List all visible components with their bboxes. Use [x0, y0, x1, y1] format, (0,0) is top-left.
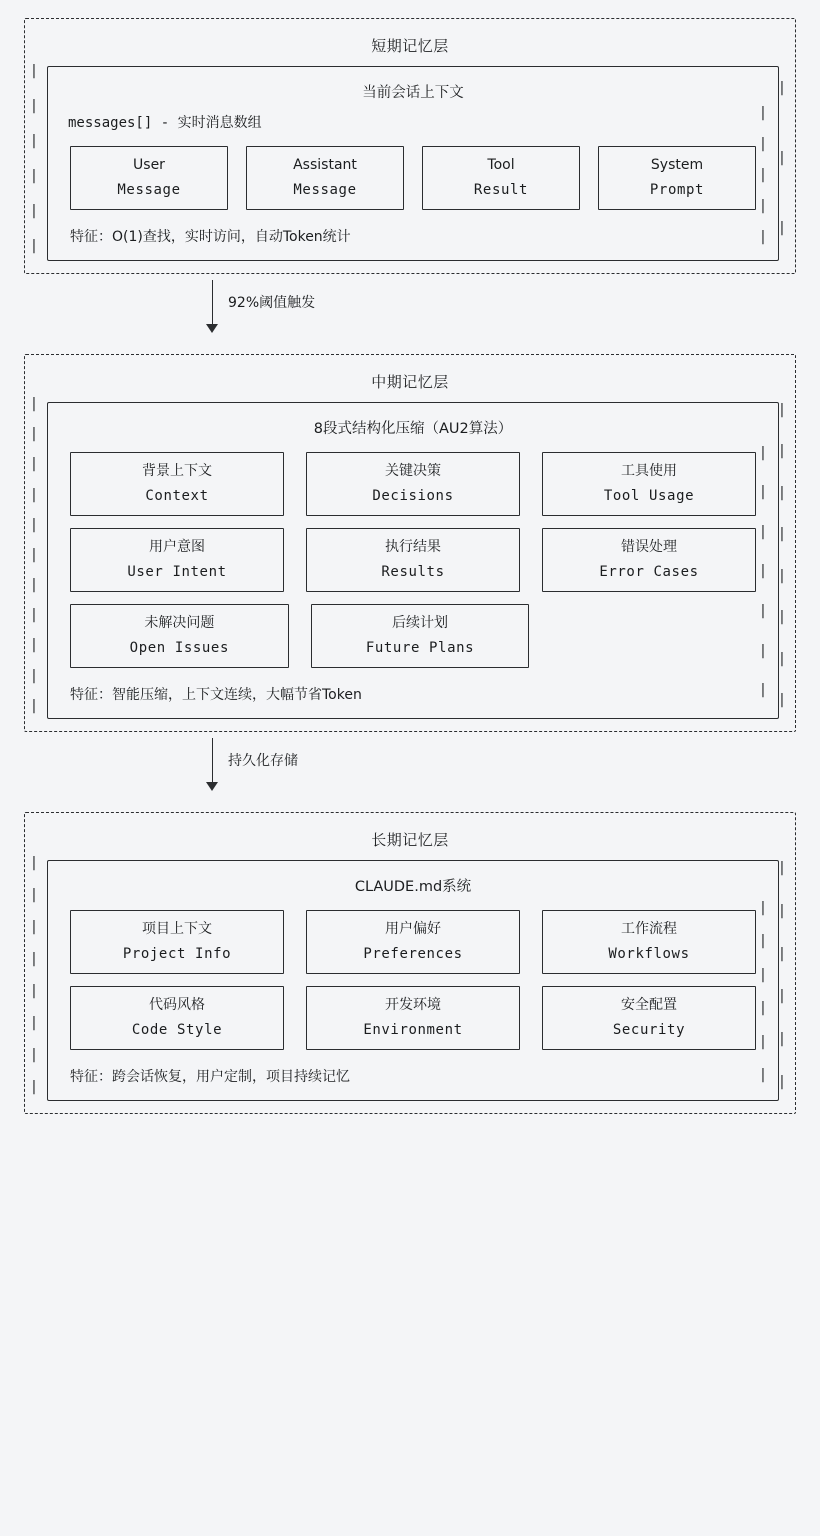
node-label-en: Future Plans: [365, 640, 475, 656]
node-label-cn: 开发环境: [385, 997, 441, 1013]
node-label-en: Error Cases: [599, 564, 699, 580]
arrow-head-icon: [206, 782, 218, 791]
node-label-cn: 背景上下文: [142, 463, 212, 479]
node-label-en: Code Style: [131, 1022, 223, 1038]
node-label-cn: 项目上下文: [142, 921, 212, 937]
node-label-en: Workflows: [608, 946, 690, 962]
inner-title: CLAUDE.md系统: [354, 879, 472, 895]
node-system-prompt: [598, 146, 756, 210]
node-label-cn: Tool: [487, 157, 515, 173]
node-label-cn: 后续计划: [392, 615, 448, 631]
layer-feature-text: 特征：O(1)查找，实时访问，自动Token统计: [70, 229, 351, 245]
node-error-cases: [542, 528, 756, 592]
layer-short-term: [24, 18, 796, 274]
node-project-info: [70, 910, 284, 974]
node-security: [542, 986, 756, 1050]
inner-title: 8段式结构化压缩（AU2算法）: [313, 421, 513, 437]
layer-inner-box: [47, 402, 779, 719]
node-row: [62, 446, 764, 522]
node-user-message: [70, 146, 228, 210]
ascii-pipes-right: | | |: [777, 80, 787, 236]
node-preferences: [306, 910, 520, 974]
node-environment: [306, 986, 520, 1050]
node-label-cn: 关键决策: [385, 463, 441, 479]
ascii-pipes-inner: | | | | | |: [758, 899, 768, 1084]
arrow-mid-to-long: [24, 732, 796, 812]
layer-feature-text: 特征：跨会话恢复，用户定制，项目持续记忆: [70, 1069, 350, 1085]
node-label-cn: 工作流程: [621, 921, 677, 937]
node-label-en: Preferences: [363, 946, 463, 962]
node-label-en: Results: [381, 564, 445, 580]
arrow-head-icon: [206, 324, 218, 333]
ascii-pipes-inner: | | | | | | |: [758, 444, 768, 699]
node-label-cn: 工具使用: [621, 463, 677, 479]
node-label-cn: 未解决问题: [144, 615, 215, 631]
ascii-pipes-left: | | | | | |: [29, 62, 39, 254]
node-code-style: [70, 986, 284, 1050]
node-row: [62, 522, 764, 598]
node-tool-usage: [542, 452, 756, 516]
node-label-en: Tool Usage: [603, 488, 695, 504]
node-row: [62, 140, 764, 216]
node-label-en: User Intent: [127, 564, 227, 580]
node-label-en: Message: [117, 182, 181, 198]
layer-title: 中期记忆层: [371, 373, 449, 391]
layer-title: 短期记忆层: [371, 37, 449, 55]
node-label-en: Environment: [363, 1022, 463, 1038]
layer-mid-term: [24, 354, 796, 732]
ascii-pipes-inner: | | | | |: [758, 104, 768, 245]
node-assistant-message: [246, 146, 404, 210]
arrow-short-to-mid: [24, 274, 796, 354]
node-workflows: [542, 910, 756, 974]
arrow-line: [212, 738, 213, 784]
node-label-cn: User: [133, 157, 165, 173]
node-label-cn: 安全配置: [621, 997, 677, 1013]
ascii-pipes-right: | | | | | | | |: [777, 401, 787, 709]
layer-inner-box: [47, 66, 779, 261]
node-label-en: Security: [612, 1022, 686, 1038]
node-label-en: Decisions: [372, 488, 454, 504]
node-label-cn: System: [650, 157, 704, 173]
node-row-spacer: [551, 604, 756, 668]
node-label-en: Message: [293, 182, 357, 198]
ascii-pipes-right: | | | | | |: [777, 860, 787, 1090]
node-label-en: Context: [145, 488, 209, 504]
node-label-en: Result: [473, 182, 529, 198]
arrow-line: [212, 280, 213, 326]
node-future-plans: [311, 604, 530, 668]
node-label-en: Prompt: [649, 182, 705, 198]
node-label-cn: 执行结果: [385, 539, 441, 555]
node-context: [70, 452, 284, 516]
node-decisions: [306, 452, 520, 516]
messages-array-label: messages[] - 实时消息数组: [68, 115, 262, 131]
layer-inner-box: [47, 860, 779, 1101]
node-label-cn: 代码风格: [149, 997, 205, 1013]
node-label-cn: Assistant: [293, 157, 357, 173]
layer-title: 长期记忆层: [371, 831, 449, 849]
node-row: [62, 980, 764, 1056]
layer-long-term: [24, 812, 796, 1114]
node-label-cn: 用户偏好: [385, 921, 441, 937]
node-row: [62, 904, 764, 980]
node-row: [62, 598, 764, 674]
arrow-label: 92%阈值触发: [228, 295, 316, 311]
node-user-intent: [70, 528, 284, 592]
node-label-en: Project Info: [122, 946, 232, 962]
ascii-pipes-left: | | | | | | | | | | |: [29, 396, 39, 714]
node-label-en: Open Issues: [129, 640, 229, 656]
node-label-cn: 错误处理: [621, 539, 677, 555]
node-tool-result: [422, 146, 580, 210]
ascii-pipes-left: | | | | | | | |: [29, 855, 39, 1095]
node-label-cn: 用户意图: [149, 539, 205, 555]
node-results: [306, 528, 520, 592]
layer-feature-text: 特征：智能压缩，上下文连续，大幅节省Token: [70, 687, 362, 703]
inner-title: 当前会话上下文: [362, 85, 464, 101]
arrow-label: 持久化存储: [228, 753, 298, 769]
node-open-issues: [70, 604, 289, 668]
